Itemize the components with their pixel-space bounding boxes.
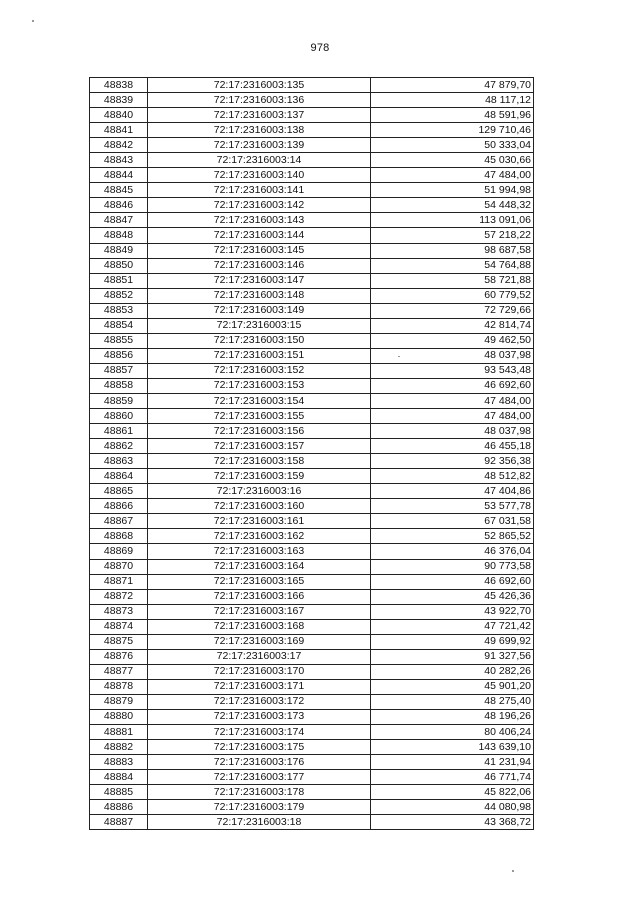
cadastral-number-cell: 72:17:2316003:152 bbox=[148, 363, 371, 378]
row-number-cell: 48846 bbox=[90, 198, 148, 213]
row-number-cell: 48874 bbox=[90, 619, 148, 634]
cadastral-value-cell: 54 764,88 bbox=[371, 258, 534, 273]
cadastral-number-cell: 72:17:2316003:146 bbox=[148, 258, 371, 273]
table-row bbox=[90, 815, 534, 830]
row-number-cell: 48861 bbox=[90, 424, 148, 439]
cadastral-number-cell: 72:17:2316003:145 bbox=[148, 243, 371, 258]
table-row bbox=[90, 183, 534, 198]
row-number-cell: 48868 bbox=[90, 529, 148, 544]
cadastral-number-cell: 72:17:2316003:139 bbox=[148, 138, 371, 153]
cadastral-value-cell: 143 639,10 bbox=[371, 740, 534, 755]
row-number-cell: 48853 bbox=[90, 303, 148, 318]
cadastral-number-cell: 72:17:2316003:18 bbox=[148, 815, 371, 830]
cadastral-value-cell: 52 865,52 bbox=[371, 529, 534, 544]
row-number-cell: 48841 bbox=[90, 123, 148, 138]
table-row bbox=[90, 529, 534, 544]
row-number-cell: 48871 bbox=[90, 574, 148, 589]
table-row bbox=[90, 740, 534, 755]
table-row bbox=[90, 123, 534, 138]
table-row bbox=[90, 664, 534, 679]
cadastral-number-cell: 72:17:2316003:160 bbox=[148, 499, 371, 514]
table-row bbox=[90, 243, 534, 258]
row-number-cell: 48867 bbox=[90, 514, 148, 529]
row-number-cell: 48886 bbox=[90, 800, 148, 815]
cadastral-value-cell: 48 117,12 bbox=[371, 93, 534, 108]
cadastral-number-cell: 72:17:2316003:177 bbox=[148, 770, 371, 785]
cadastral-number-cell: 72:17:2316003:140 bbox=[148, 168, 371, 183]
cadastral-number-cell: 72:17:2316003:148 bbox=[148, 288, 371, 303]
row-number-cell: 48854 bbox=[90, 318, 148, 333]
row-number-cell: 48848 bbox=[90, 228, 148, 243]
cadastral-value-cell: 46 771,74 bbox=[371, 770, 534, 785]
row-number-cell: 48887 bbox=[90, 815, 148, 830]
cadastral-value-cell: 46 692,60 bbox=[371, 378, 534, 393]
cadastral-value-cell: 43 922,70 bbox=[371, 604, 534, 619]
row-number-cell: 48859 bbox=[90, 393, 148, 408]
row-number-cell: 48873 bbox=[90, 604, 148, 619]
cadastral-number-cell: 72:17:2316003:161 bbox=[148, 514, 371, 529]
cadastral-number-cell: 72:17:2316003:141 bbox=[148, 183, 371, 198]
table-row bbox=[90, 725, 534, 740]
table-row bbox=[90, 770, 534, 785]
row-number-cell: 48862 bbox=[90, 439, 148, 454]
cadastral-value-cell: 57 218,22 bbox=[371, 228, 534, 243]
table-row bbox=[90, 409, 534, 424]
cadastral-value-cell: 48 275,40 bbox=[371, 694, 534, 709]
cadastral-number-cell: 72:17:2316003:17 bbox=[148, 649, 371, 664]
table-row bbox=[90, 484, 534, 499]
cadastral-value-cell: 47 404,86 bbox=[371, 484, 534, 499]
cadastral-value-cell: 48 037,98 bbox=[371, 348, 534, 363]
row-number-cell: 48857 bbox=[90, 363, 148, 378]
table-row bbox=[90, 393, 534, 408]
cadastral-number-cell: 72:17:2316003:171 bbox=[148, 679, 371, 694]
cadastral-value-cell: 47 484,00 bbox=[371, 409, 534, 424]
cadastral-number-cell: 72:17:2316003:144 bbox=[148, 228, 371, 243]
cadastral-number-cell: 72:17:2316003:16 bbox=[148, 484, 371, 499]
cadastral-number-cell: 72:17:2316003:165 bbox=[148, 574, 371, 589]
row-number-cell: 48876 bbox=[90, 649, 148, 664]
cadastral-number-cell: 72:17:2316003:147 bbox=[148, 273, 371, 288]
cadastral-number-cell: 72:17:2316003:175 bbox=[148, 740, 371, 755]
row-number-cell: 48881 bbox=[90, 725, 148, 740]
table-row bbox=[90, 333, 534, 348]
cadastral-number-cell: 72:17:2316003:142 bbox=[148, 198, 371, 213]
row-number-cell: 48855 bbox=[90, 333, 148, 348]
row-number-cell: 48883 bbox=[90, 755, 148, 770]
cadastral-value-cell: 98 687,58 bbox=[371, 243, 534, 258]
table-row bbox=[90, 198, 534, 213]
row-number-cell: 48869 bbox=[90, 544, 148, 559]
table-row bbox=[90, 619, 534, 634]
cadastral-number-cell: 72:17:2316003:151 bbox=[148, 348, 371, 363]
row-number-cell: 48884 bbox=[90, 770, 148, 785]
cadastral-value-cell: 46 376,04 bbox=[371, 544, 534, 559]
table-row bbox=[90, 800, 534, 815]
cadastral-number-cell: 72:17:2316003:170 bbox=[148, 664, 371, 679]
cadastral-number-cell: 72:17:2316003:137 bbox=[148, 108, 371, 123]
row-number-cell: 48838 bbox=[90, 78, 148, 93]
cadastral-value-table bbox=[89, 77, 534, 830]
cadastral-number-cell: 72:17:2316003:157 bbox=[148, 439, 371, 454]
table-row bbox=[90, 138, 534, 153]
row-number-cell: 48840 bbox=[90, 108, 148, 123]
row-number-cell: 48870 bbox=[90, 559, 148, 574]
cadastral-number-cell: 72:17:2316003:166 bbox=[148, 589, 371, 604]
table-row bbox=[90, 785, 534, 800]
scan-speck bbox=[512, 870, 514, 872]
row-number-cell: 48877 bbox=[90, 664, 148, 679]
table-row bbox=[90, 544, 534, 559]
scan-speck bbox=[398, 356, 400, 357]
cadastral-value-cell: 51 994,98 bbox=[371, 183, 534, 198]
cadastral-value-cell: 50 333,04 bbox=[371, 138, 534, 153]
cadastral-number-cell: 72:17:2316003:173 bbox=[148, 709, 371, 724]
table-row bbox=[90, 499, 534, 514]
cadastral-number-cell: 72:17:2316003:163 bbox=[148, 544, 371, 559]
row-number-cell: 48847 bbox=[90, 213, 148, 228]
cadastral-value-cell: 46 692,60 bbox=[371, 574, 534, 589]
row-number-cell: 48875 bbox=[90, 634, 148, 649]
row-number-cell: 48844 bbox=[90, 168, 148, 183]
table-row bbox=[90, 168, 534, 183]
cadastral-number-cell: 72:17:2316003:159 bbox=[148, 469, 371, 484]
row-number-cell: 48858 bbox=[90, 378, 148, 393]
table-row bbox=[90, 93, 534, 108]
table-row bbox=[90, 589, 534, 604]
table-row bbox=[90, 709, 534, 724]
page-number: 978 bbox=[310, 42, 330, 54]
table-row bbox=[90, 108, 534, 123]
row-number-cell: 48843 bbox=[90, 153, 148, 168]
cadastral-value-cell: 47 484,00 bbox=[371, 168, 534, 183]
cadastral-number-cell: 72:17:2316003:135 bbox=[148, 78, 371, 93]
table-row bbox=[90, 514, 534, 529]
table-row bbox=[90, 78, 534, 93]
row-number-cell: 48865 bbox=[90, 484, 148, 499]
cadastral-value-cell: 42 814,74 bbox=[371, 318, 534, 333]
cadastral-value-cell: 53 577,78 bbox=[371, 499, 534, 514]
cadastral-value-cell: 45 901,20 bbox=[371, 679, 534, 694]
table-row bbox=[90, 378, 534, 393]
table-row bbox=[90, 559, 534, 574]
table-row bbox=[90, 424, 534, 439]
table-body bbox=[90, 78, 534, 830]
row-number-cell: 48852 bbox=[90, 288, 148, 303]
row-number-cell: 48882 bbox=[90, 740, 148, 755]
table-row bbox=[90, 439, 534, 454]
row-number-cell: 48856 bbox=[90, 348, 148, 363]
cadastral-value-cell: 45 030,66 bbox=[371, 153, 534, 168]
cadastral-value-cell: 67 031,58 bbox=[371, 514, 534, 529]
cadastral-value-cell: 92 356,38 bbox=[371, 454, 534, 469]
cadastral-value-cell: 90 773,58 bbox=[371, 559, 534, 574]
row-number-cell: 48878 bbox=[90, 679, 148, 694]
cadastral-number-cell: 72:17:2316003:169 bbox=[148, 634, 371, 649]
row-number-cell: 48863 bbox=[90, 454, 148, 469]
table-row bbox=[90, 153, 534, 168]
cadastral-value-cell: 47 721,42 bbox=[371, 619, 534, 634]
row-number-cell: 48851 bbox=[90, 273, 148, 288]
cadastral-number-cell: 72:17:2316003:138 bbox=[148, 123, 371, 138]
table-row bbox=[90, 213, 534, 228]
row-number-cell: 48860 bbox=[90, 409, 148, 424]
table-row bbox=[90, 363, 534, 378]
table-row bbox=[90, 303, 534, 318]
table-row bbox=[90, 679, 534, 694]
cadastral-value-cell: 41 231,94 bbox=[371, 755, 534, 770]
cadastral-number-cell: 72:17:2316003:153 bbox=[148, 378, 371, 393]
table-row bbox=[90, 634, 534, 649]
cadastral-number-cell: 72:17:2316003:179 bbox=[148, 800, 371, 815]
cadastral-value-cell: 47 879,70 bbox=[371, 78, 534, 93]
cadastral-number-cell: 72:17:2316003:150 bbox=[148, 333, 371, 348]
table-row bbox=[90, 348, 534, 363]
cadastral-number-cell: 72:17:2316003:168 bbox=[148, 619, 371, 634]
cadastral-value-cell: 40 282,26 bbox=[371, 664, 534, 679]
cadastral-number-cell: 72:17:2316003:162 bbox=[148, 529, 371, 544]
cadastral-number-cell: 72:17:2316003:149 bbox=[148, 303, 371, 318]
cadastral-value-cell: 48 196,26 bbox=[371, 709, 534, 724]
cadastral-number-cell: 72:17:2316003:167 bbox=[148, 604, 371, 619]
cadastral-value-cell: 49 699,92 bbox=[371, 634, 534, 649]
cadastral-number-cell: 72:17:2316003:176 bbox=[148, 755, 371, 770]
cadastral-number-cell: 72:17:2316003:156 bbox=[148, 424, 371, 439]
cadastral-value-cell: 46 455,18 bbox=[371, 439, 534, 454]
row-number-cell: 48880 bbox=[90, 709, 148, 724]
cadastral-number-cell: 72:17:2316003:174 bbox=[148, 725, 371, 740]
table-row bbox=[90, 694, 534, 709]
row-number-cell: 48866 bbox=[90, 499, 148, 514]
row-number-cell: 48849 bbox=[90, 243, 148, 258]
row-number-cell: 48864 bbox=[90, 469, 148, 484]
table-row bbox=[90, 228, 534, 243]
cadastral-number-cell: 72:17:2316003:178 bbox=[148, 785, 371, 800]
table-row bbox=[90, 604, 534, 619]
row-number-cell: 48839 bbox=[90, 93, 148, 108]
table-row bbox=[90, 454, 534, 469]
cadastral-value-cell: 48 512,82 bbox=[371, 469, 534, 484]
cadastral-value-cell: 43 368,72 bbox=[371, 815, 534, 830]
cadastral-number-cell: 72:17:2316003:164 bbox=[148, 559, 371, 574]
scan-speck bbox=[32, 20, 34, 22]
cadastral-number-cell: 72:17:2316003:14 bbox=[148, 153, 371, 168]
row-number-cell: 48879 bbox=[90, 694, 148, 709]
row-number-cell: 48885 bbox=[90, 785, 148, 800]
cadastral-value-cell: 47 484,00 bbox=[371, 393, 534, 408]
table-row bbox=[90, 288, 534, 303]
cadastral-value-cell: 60 779,52 bbox=[371, 288, 534, 303]
cadastral-value-cell: 58 721,88 bbox=[371, 273, 534, 288]
cadastral-value-cell: 54 448,32 bbox=[371, 198, 534, 213]
cadastral-number-cell: 72:17:2316003:154 bbox=[148, 393, 371, 408]
row-number-cell: 48850 bbox=[90, 258, 148, 273]
cadastral-number-cell: 72:17:2316003:136 bbox=[148, 93, 371, 108]
cadastral-number-cell: 72:17:2316003:155 bbox=[148, 409, 371, 424]
cadastral-number-cell: 72:17:2316003:143 bbox=[148, 213, 371, 228]
cadastral-value-cell: 91 327,56 bbox=[371, 649, 534, 664]
table-row bbox=[90, 574, 534, 589]
cadastral-number-cell: 72:17:2316003:158 bbox=[148, 454, 371, 469]
table-row bbox=[90, 258, 534, 273]
cadastral-value-cell: 113 091,06 bbox=[371, 213, 534, 228]
cadastral-value-cell: 45 822,06 bbox=[371, 785, 534, 800]
cadastral-value-cell: 49 462,50 bbox=[371, 333, 534, 348]
table-row bbox=[90, 469, 534, 484]
cadastral-value-cell: 48 037,98 bbox=[371, 424, 534, 439]
table-row bbox=[90, 318, 534, 333]
cadastral-value-cell: 45 426,36 bbox=[371, 589, 534, 604]
table-row bbox=[90, 755, 534, 770]
cadastral-value-cell: 48 591,96 bbox=[371, 108, 534, 123]
cadastral-value-cell: 44 080,98 bbox=[371, 800, 534, 815]
cadastral-number-cell: 72:17:2316003:172 bbox=[148, 694, 371, 709]
cadastral-value-cell: 72 729,66 bbox=[371, 303, 534, 318]
cadastral-value-cell: 80 406,24 bbox=[371, 725, 534, 740]
cadastral-number-cell: 72:17:2316003:15 bbox=[148, 318, 371, 333]
table-row bbox=[90, 649, 534, 664]
row-number-cell: 48842 bbox=[90, 138, 148, 153]
cadastral-value-cell: 93 543,48 bbox=[371, 363, 534, 378]
table-row bbox=[90, 273, 534, 288]
row-number-cell: 48872 bbox=[90, 589, 148, 604]
cadastral-value-cell: 129 710,46 bbox=[371, 123, 534, 138]
row-number-cell: 48845 bbox=[90, 183, 148, 198]
